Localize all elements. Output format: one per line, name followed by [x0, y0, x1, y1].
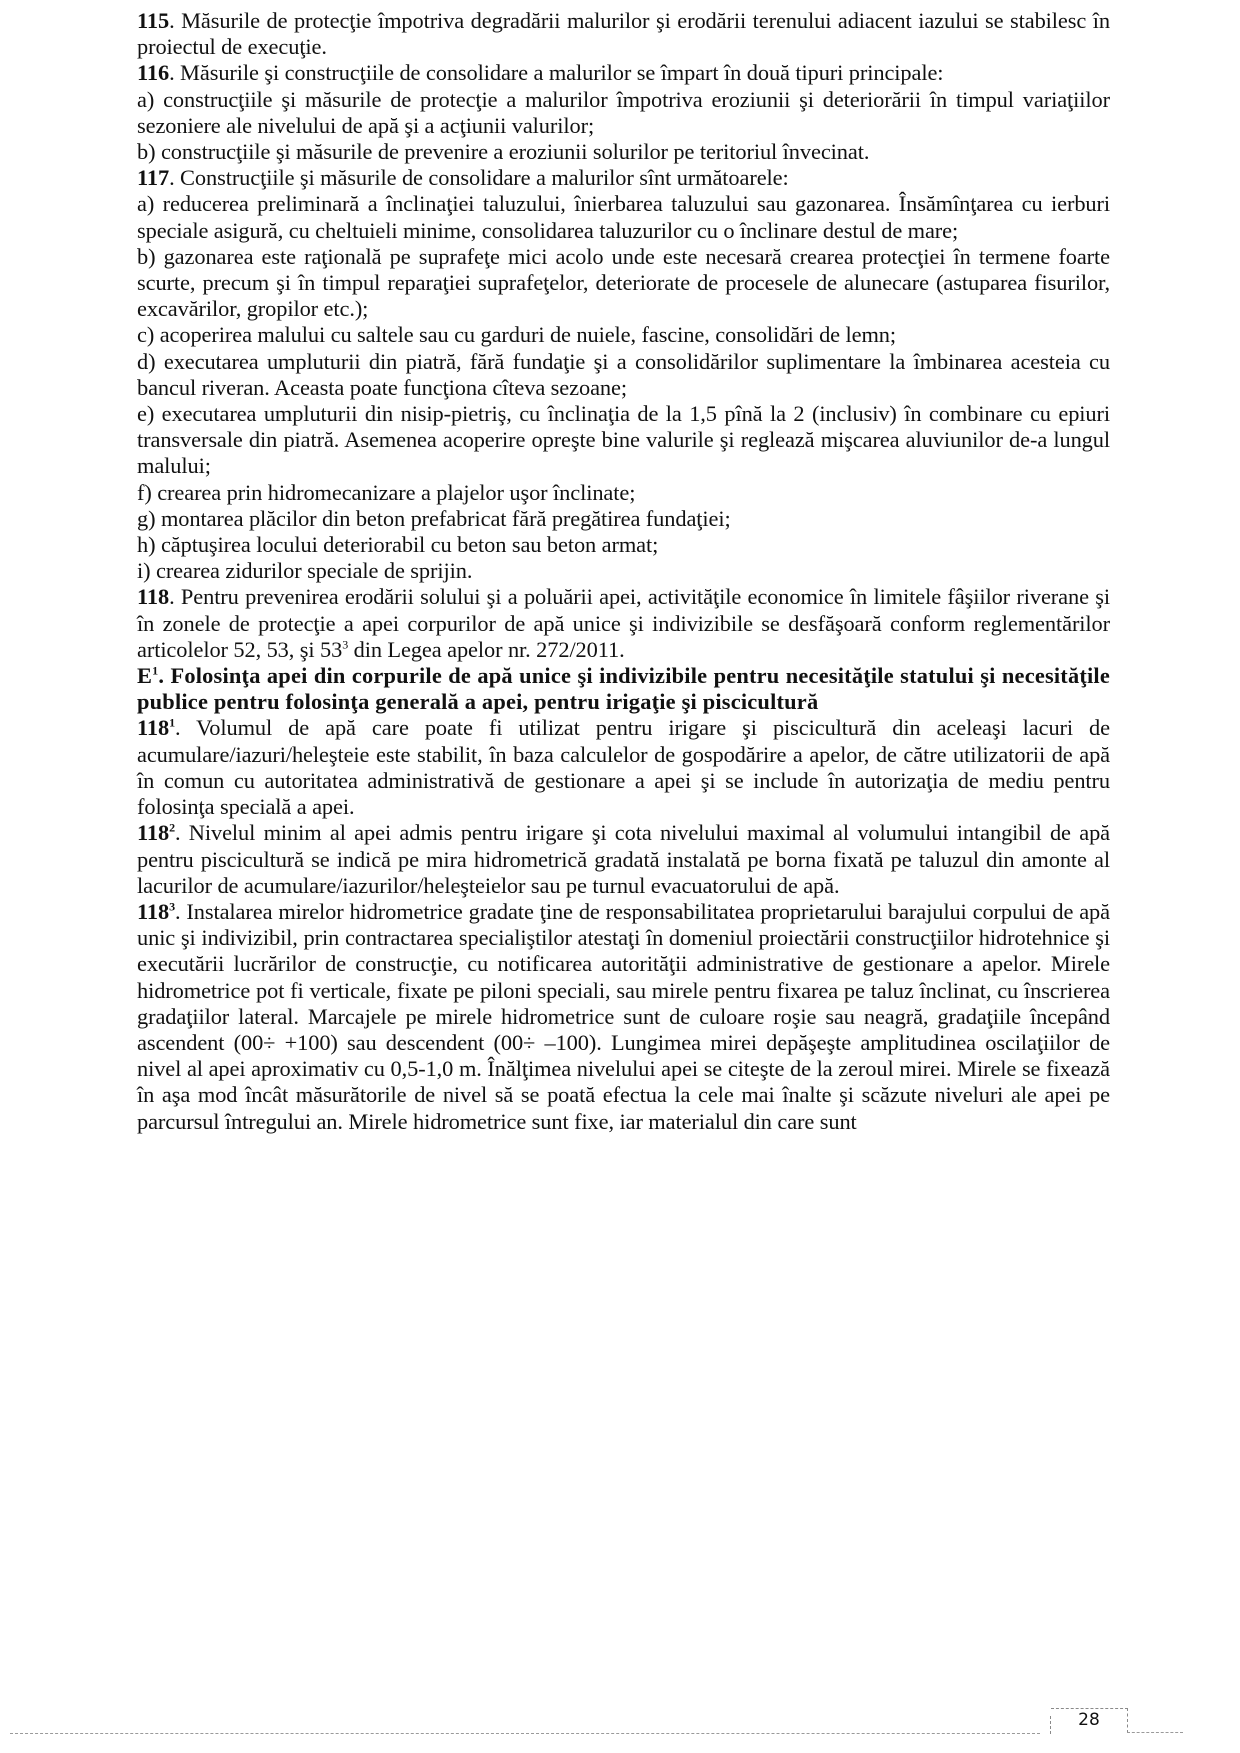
paragraph-116: [137, 60, 1110, 86]
paragraph-text: i) crearea zidurilor speciale de sprijin.: [137, 558, 473, 584]
paragraph-text: h) căptuşirea locului deteriorabil cu beton sau beton armat;: [137, 532, 659, 558]
document-page: [137, 8, 1110, 1135]
footer-divider-tail: [1127, 1732, 1183, 1733]
paragraph-text: f) crearea prin hidromecanizare a plajelor uşor înclinate;: [137, 479, 636, 505]
section-title: . Folosinţa apei din corpurile de apă unice şi indivizibile pentru necesităţile statului şi necesităţile publice pentru folosinţa generală a apei, pentru irigaţie şi piscicultură: [137, 663, 1110, 715]
list-item-117-b: [137, 244, 1110, 323]
superscript: 3: [169, 899, 175, 914]
list-item-117-e: [137, 401, 1110, 480]
superscript: 3: [342, 637, 349, 652]
paragraph-text: . Construcţiile şi măsurile de consolidare a malurilor sînt următoarele:: [169, 165, 789, 191]
paragraph-118: [137, 584, 1110, 663]
list-item-117-g: [137, 506, 1110, 532]
paragraph-text: . Instalarea mirelor hidrometrice gradate ţine de responsabilitatea proprietarului barajului corpului de apă unic şi indivizibil, prin contractarea specialiştilor atestaţi în domeniul proiectării construcţiilor hidrotehnice şi executării lucrărilor de construcţie, cu notificarea autorităţii administrative de gestionare a apelor. Mirele hidrometrice pot fi verticale, fixate pe piloni speciali, sau mirele pentru fixarea pe taluz înclinat, cu înscrierea gradaţiilor lateral. Marcajele pe mirele hidrometrice sunt de culoare roşie sau neagră, gradaţiile începând ascendent (00÷ +100) sau descendent (00÷ –100). Lungimea mirei depăşeşte amplitudinea oscilaţiilor de nivel al apei aproximativ cu 0,5-1,0 m. Înălţimea nivelului apei se citeşte de la zeroul mirei. Mirele se fixează în aşa mod încât măsurătorile de nivel să se poată efectua la cele mai înalte şi scăzute niveluri ale apei pe parcursul întregului an. Mirele hidrometrice sunt fixe, iar materialul din care sunt: [137, 898, 1110, 1134]
paragraph-text: b) gazonarea este raţională pe suprafeţe mici acolo unde este necesară crearea protecţiei în termene foarte scurte, precum şi în timpul reparaţiei suprafeţelor, deteriorate de procesele de alunecare (astuparea fisurilor, excavărilor, gropilor etc.);: [137, 243, 1110, 322]
paragraph-text: a) construcţiile şi măsurile de protecţie a malurilor împotriva eroziunii şi deteriorării în timpul variaţiilor sezoniere ale nivelului de apă şi a acţiunii valurilor;: [137, 86, 1110, 138]
section-heading-e1: [137, 663, 1110, 715]
paragraph-text: g) montarea plăcilor din beton prefabricat fără pregătirea fundaţiei;: [137, 505, 731, 531]
page-number: 28: [1078, 1710, 1100, 1730]
paragraph-number: 118: [137, 584, 170, 610]
list-item-117-i: [137, 558, 1110, 584]
paragraph-118-2: [137, 820, 1110, 899]
superscript: 1: [169, 716, 175, 731]
list-item-117-f: [137, 480, 1110, 506]
paragraph-115: [137, 8, 1110, 60]
paragraph-text: . Pentru prevenirea erodării solului şi a poluării apei, activităţile economice în limitele fâşiilor riverane şi în zonele de protecţie a apei corpurilor de apă unice şi indivizibile se desfăşoară conform reglementărilor articolelor 52, 53, şi 53: [137, 584, 1110, 662]
paragraph-118-3: [137, 899, 1110, 1135]
paragraph-text: d) executarea umpluturii din piatră, fără fundaţie şi a consolidărilor suplimentare la îmbinarea acesteia cu bancul riveran. Aceasta poate funcţiona cîteva sezoane;: [137, 348, 1110, 400]
paragraph-text: . Măsurile şi construcţiile de consolidare a malurilor se împart în două tipuri principale:: [169, 60, 944, 86]
section-letter: E: [137, 663, 153, 689]
paragraph-text: e) executarea umpluturii din nisip-pietriş, cu înclinaţia de la 1,5 pînă la 2 (inclusiv) în combinare cu epiuri transversale din piatră. Asemenea acoperire opreşte bine valurile şi reglează mişcarea aluviunilor de-a lungul malului;: [137, 401, 1110, 479]
list-item-117-a: [137, 191, 1110, 243]
paragraph-number: 116: [137, 60, 170, 86]
list-item-117-d: [137, 349, 1110, 401]
superscript: 2: [169, 820, 175, 835]
paragraph-text: c) acoperirea malului cu saltele sau cu garduri de nuiele, fascine, consolidări de lemn;: [137, 322, 896, 348]
paragraph-number: 118: [137, 898, 170, 924]
list-item-117-h: [137, 532, 1110, 558]
paragraph-text-end: din Legea apelor nr. 272/2011.: [348, 636, 625, 662]
paragraph-number: 118: [137, 820, 170, 846]
list-item-116-b: [137, 139, 1110, 165]
paragraph-text: b) construcţiile şi măsurile de prevenire a eroziunii solurilor pe teritoriul învecinat.: [137, 139, 870, 165]
paragraph-text: a) reducerea preliminară a înclinaţiei taluzului, înierbarea taluzului sau gazonarea. Însămînţarea cu ierburi speciale asigură, cu cheltuieli minime, consolidarea taluzurilor cu o înclinare destul de mare;: [137, 191, 1110, 243]
paragraph-number: 118: [137, 715, 170, 741]
footer-divider: [10, 1733, 1040, 1734]
paragraph-number: 117: [137, 165, 170, 191]
paragraph-text: . Volumul de apă care poate fi utilizat pentru irigare şi piscicultură din aceleaşi lacuri de acumulare/iazuri/heleşteie este stabilit, în baza calculelor de gospodărire a apelor, de către utilizatorii de apă în comun cu autoritatea administrativă de gestionare a apei şi se include în autorizaţia de mediu pentru folosinţa specială a apei.: [137, 715, 1110, 820]
superscript: 1: [152, 663, 159, 678]
list-item-117-c: [137, 322, 1110, 348]
list-item-116-a: [137, 87, 1110, 139]
paragraph-118-1: [137, 715, 1110, 820]
page-footer: [10, 1704, 1230, 1744]
paragraph-number: 115: [137, 8, 170, 33]
paragraph-text: . Măsurile de protecţie împotriva degradării malurilor şi erodării terenului adiacent iazului se stabilesc în proiectul de execuţie.: [137, 8, 1110, 60]
paragraph-text: . Nivelul minim al apei admis pentru irigare şi cota nivelului maximal al volumului intangibil de apă pentru piscicultură se indică pe mira hidrometrică gradată instalată pe borna fixată pe taluzul din amonte al lacurilor de acumulare/iazurilor/heleşteielor sau pe turnul evacuatorului de apă.: [137, 820, 1110, 898]
paragraph-117: [137, 165, 1110, 191]
